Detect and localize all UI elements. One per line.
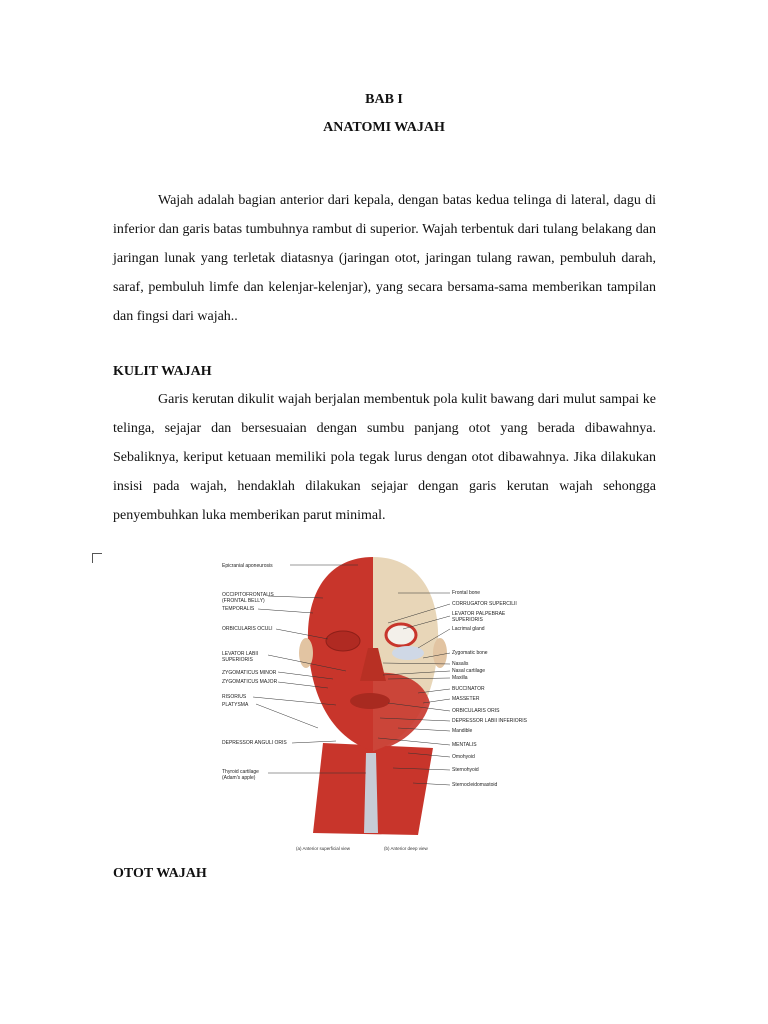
label-levator-palpebrae-superioris: SUPERIORIS xyxy=(452,617,483,623)
label-mandible: Mandible xyxy=(452,728,473,734)
label-platysma: PLATYSMA xyxy=(222,702,249,708)
label-masseter: MASSETER xyxy=(452,696,480,702)
kulit-paragraph: Garis kerutan dikulit wajah berjalan membentuk pola kulit bawang dari mulut sampai ke telinga, sejajar dan bersesuaian dengan sumbu panjang otot yang berada dibawahnya. Sebaliknya, keriput ketuaan memiliki pola tegak lurus dengan otot dibawahnya. Jika dilakukan insisi pada wajah, hendaklah dilakukan sejajar dengan garis kerutan wajah sehongga penyembuhkan luka memberikan parut minimal. xyxy=(113,392,656,523)
left-ear xyxy=(299,638,313,668)
label-mentalis: MENTALIS xyxy=(452,742,477,748)
label-levator-labii: LEVATOR LABII xyxy=(222,651,259,657)
label-levator-palpebrae: LEVATOR PALPEBRAE xyxy=(452,611,506,617)
head-muscle-half xyxy=(308,557,373,751)
label-omohyoid: Omohyoid xyxy=(452,754,475,760)
label-occipitofrontalis: OCCIPITOFRONTALIS xyxy=(222,592,274,598)
label-thyroid-cartilage: Thyroid cartilage xyxy=(222,769,259,775)
label-nasal-cartilage: Nasal cartilage xyxy=(452,668,486,674)
label-levator-labii-superioris: SUPERIORIS xyxy=(222,657,253,663)
label-frontal-bone: Frontal bone xyxy=(452,590,481,596)
label-adams-apple: (Adam's apple) xyxy=(222,775,256,781)
trachea xyxy=(364,753,378,833)
label-corrugator-supercilii: CORRUGATOR SUPERCILII xyxy=(452,601,517,607)
face-anatomy-illustration xyxy=(218,553,536,853)
label-zygomaticus-major: ZYGOMATICUS MAJOR xyxy=(222,679,278,685)
label-lacrimal-gland: Lacrimal gland xyxy=(452,626,485,632)
label-sternohyoid: Sternohyoid xyxy=(452,767,479,773)
right-eye xyxy=(386,624,416,646)
label-risorius: RISORIUS xyxy=(222,694,247,700)
label-orbicularis-oris: ORBICULARIS ORIS xyxy=(452,708,500,714)
section-heading-otot: OTOT WAJAH xyxy=(113,866,207,881)
label-sternocleidomastoid: Sternocleidomastoid xyxy=(452,782,498,788)
label-nasalis: Nasalis xyxy=(452,661,469,667)
label-buccinator: BUCCINATOR xyxy=(452,686,485,692)
label-epicranial-aponeurosis: Epicranial aponeurosis xyxy=(222,563,273,569)
left-eye xyxy=(326,631,360,651)
page-title: ANATOMI WAJAH xyxy=(323,120,445,135)
chapter-heading: BAB I xyxy=(365,92,403,107)
right-ear xyxy=(433,638,447,668)
label-depressor-labii-inferioris: DEPRESSOR LABII INFERIORIS xyxy=(452,718,528,724)
caption-superficial-view: (a) Anterior superficial view xyxy=(296,846,351,851)
label-maxilla: Maxilla xyxy=(452,675,468,681)
intro-paragraph: Wajah adalah bagian anterior dari kepala, dengan batas kedua telinga di lateral, dagu di inferior dan garis batas tumbuhnya rambut di superior. Wajah terbentuk dari tulang belakang dan jaringan lunak yang terletak diatasnya (jaringan otot, jaringan tulang rawan, pembuluh darah, saraf, pembuluh limfe dan kelenjar-kelenjar), yang secara bersama-sama memberikan tampilan dan fingsi dari wajah.. xyxy=(113,193,656,324)
lacrimal-area xyxy=(392,646,424,660)
caption-deep-view: (b) Anterior deep view xyxy=(384,846,428,851)
face-anatomy-figure xyxy=(218,553,536,853)
label-zygomaticus-minor: ZYGOMATICUS MINOR xyxy=(222,670,277,676)
label-orbicularis-oculi: ORBICULARIS OCULI xyxy=(222,626,273,632)
checkbox-icon xyxy=(92,553,102,563)
label-temporalis: TEMPORALIS xyxy=(222,606,255,612)
section-heading-kulit: KULIT WAJAH xyxy=(113,364,212,379)
label-frontal-belly: (FRONTAL BELLY) xyxy=(222,598,265,604)
label-zygomatic-bone: Zygomatic bone xyxy=(452,650,488,656)
label-depressor-anguli-oris: DEPRESSOR ANGULI ORIS xyxy=(222,740,287,746)
mouth xyxy=(350,693,390,709)
